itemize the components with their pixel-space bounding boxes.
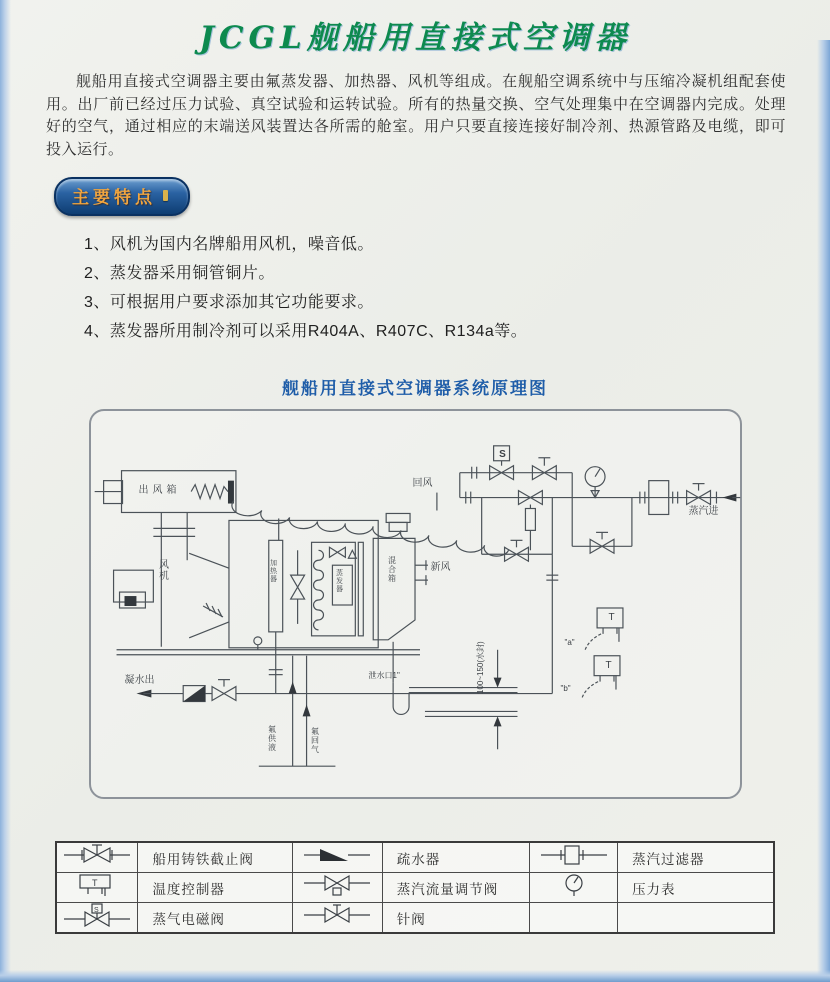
fluorine-return-label: 氟回气 — [310, 727, 320, 755]
steam-trap — [183, 686, 205, 702]
schematic-svg — [91, 411, 744, 801]
outlet-box-label: 出风箱 — [138, 485, 181, 497]
page-title: JCGL舰船用直接式空调器 — [199, 20, 631, 56]
heater-label: 加热器 — [269, 559, 277, 584]
steam-trap-symbol — [292, 842, 382, 873]
steam-inlet-arrow — [722, 494, 740, 502]
bypass-loop — [572, 498, 632, 554]
intro-paragraph: 舰船用直接式空调器主要由氟蒸发器、加热器、风机等组成。在舰船空调系统中与压缩冷凝机组配套使用。出厂前已经过压力试验、真空试验和运转试验。所有的热量交换、空气处理集中在空调器内完成。处理好的空气，通过相应的末端送风装置达各所需的舱室。用户只要直接连接好制冷剂、热源管路及电缆，即可投入运行。 — [46, 73, 786, 158]
svg-text:T: T — [92, 878, 98, 889]
fresh-air-label: 新风 — [430, 562, 451, 574]
steam-flow-regulating-valve-symbol — [292, 873, 382, 903]
features-badge — [54, 177, 190, 216]
steam-in-label: 蒸汽进 — [688, 506, 719, 518]
evaporator — [290, 543, 363, 637]
sense-point-b-label: "b" — [560, 684, 571, 694]
legend-name: 疏水器 — [382, 842, 529, 873]
steam-solenoid-valve-symbol — [56, 903, 138, 934]
legend-name: 蒸汽过滤器 — [618, 842, 774, 873]
steam-filter-symbol — [530, 842, 618, 873]
bottom-edge-decoration — [0, 970, 830, 982]
feature-item: 2、蒸发器采用铜管铜片。 — [84, 265, 275, 283]
features-badge-label: 主要特点 — [72, 188, 156, 207]
left-edge-decoration — [0, 0, 11, 982]
solenoid-s-label: S — [499, 449, 506, 461]
temp-sensor-t2-label: T — [605, 660, 612, 672]
marine-globe-valve-symbol — [56, 842, 138, 873]
pressure-gauge-symbol — [530, 873, 618, 903]
legend-name: 温度控制器 — [138, 873, 292, 903]
unit-base — [116, 650, 419, 655]
needle-valve-symbol — [292, 903, 382, 934]
mixing-box — [373, 493, 437, 640]
fluorine-supply-label: 氟供液 — [267, 725, 277, 753]
drain-port-label: 泄水口1" — [368, 671, 400, 681]
symbol-legend-table — [55, 841, 775, 934]
pressure-gauge — [585, 467, 605, 498]
fan-label: 风机 — [156, 559, 168, 582]
fan-unit — [113, 554, 228, 639]
feature-item: 1、风机为国内名牌船用风机，噪音低。 — [84, 236, 374, 253]
legend-name: 船用铸铁截止阀 — [138, 842, 292, 873]
flexible-steam-hose — [231, 501, 508, 557]
evaporator-label: 蒸发器 — [335, 569, 343, 594]
legend-row — [56, 842, 774, 873]
feature-item: 4、蒸发器所用制冷剂可以采用R404A、R407C、R134a等。 — [84, 323, 528, 341]
legend-row — [56, 903, 774, 934]
legend-empty-symbol — [530, 903, 618, 934]
sense-point-a-label: "a" — [564, 638, 575, 648]
legend-name — [618, 903, 774, 934]
drain-water-seal — [393, 642, 517, 749]
features-list — [84, 230, 830, 346]
temperature-controller-symbol — [56, 873, 138, 903]
svg-text:S: S — [94, 907, 99, 915]
legend-name: 蒸气电磁阀 — [138, 903, 292, 934]
water-seal-label: 100~150(水封) — [475, 641, 485, 695]
legend-name: 蒸汽流量调节阀 — [382, 873, 529, 903]
mixing-box-label: 混合箱 — [387, 556, 397, 584]
badge-mark-icon — [163, 190, 168, 201]
diagram-title: 舰船用直接式空调器系统原理图 — [282, 379, 548, 399]
legend-row — [56, 873, 774, 903]
feature-item: 3、可根据用户要求添加其它功能要求。 — [84, 294, 374, 312]
legend-name: 针阀 — [382, 903, 529, 934]
legend-name: 压力表 — [618, 873, 774, 903]
temp-sensor-t1-label: T — [608, 612, 615, 624]
return-air-label: 回风 — [412, 478, 433, 490]
right-edge-decoration — [817, 40, 830, 982]
condensate-out-label: 凝水出 — [124, 675, 155, 687]
schematic-diagram — [89, 409, 742, 799]
